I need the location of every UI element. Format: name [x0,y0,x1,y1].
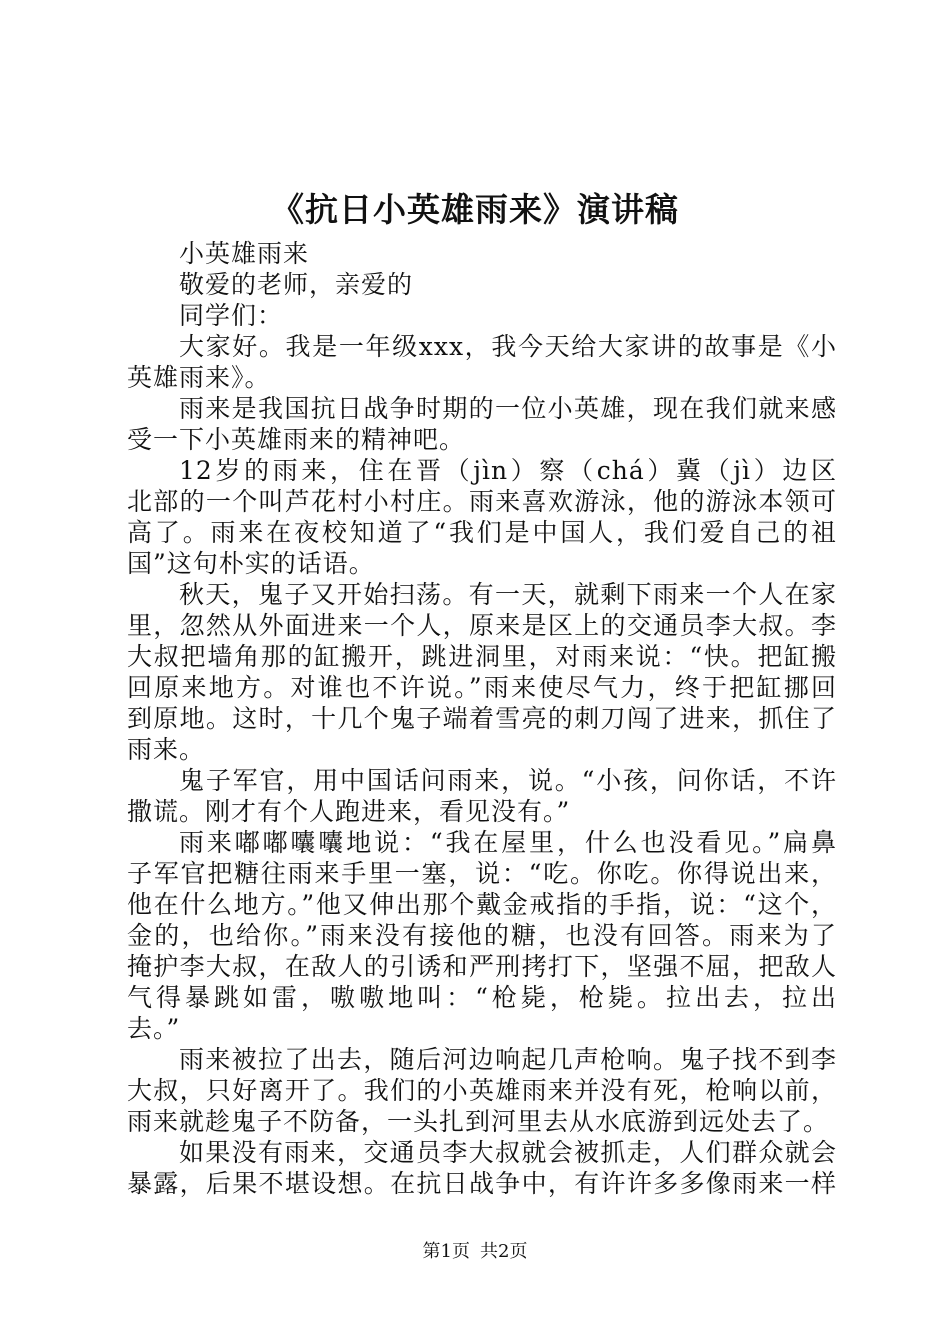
text-line: 去。” [127,1014,181,1043]
text-line: 敬爱的老师，亲爱的 [179,270,414,299]
page-footer [0,1240,950,1264]
text-line: 大家好。我是一年级xxx，我今天给大家讲的故事是《小 [179,332,837,361]
text-line: 大叔，只好离开了。我们的小英雄雨来并没有死，枪响以前， [127,1076,837,1105]
text-line: 雨来。 [127,735,206,764]
page-number: 第1页 [422,1241,470,1262]
text-line: 到原地。这时，十几个鬼子端着雪亮的刺刀闯了进来，抓住了 [127,704,837,733]
text-line: 金的，也给你。”雨来没有接他的糖，也没有回答。雨来为了 [127,921,837,950]
text-line: 子军官把糖往雨来手里一塞，说：“吃。你吃。你得说出来， [127,859,837,888]
text-line: 国”这句朴实的话语。 [127,549,375,578]
text-line: 大叔把墙角那的缸搬开，跳进洞里，对雨来说：“快。把缸搬 [127,642,837,671]
text-line: 雨来嘟嘟囔囔地说：“我在屋里，什么也没看见。”扁鼻 [179,828,837,857]
text-line: 高了。雨来在夜校知道了“我们是中国人，我们爱自己的祖 [127,518,837,547]
text-line: 雨来就趁鬼子不防备，一头扎到河里去从水底游到远处去了。 [127,1107,830,1136]
text-line: 撒谎。刚才有个人跑进来，看见没有。” [127,797,571,826]
document-body [127,238,837,1199]
text-line: 雨来是我国抗日战争时期的一位小英雄，现在我们就来感 [179,394,837,423]
text-line: 暴露，后果不堪设想。在抗日战争中，有许许多多像雨来一样 [127,1169,837,1198]
text-line: 英雄雨来》。 [127,363,271,392]
text-line: 小英雄雨来 [179,239,310,268]
document-title: 《抗日小英雄雨来》演讲稿 [271,190,679,229]
text-line: 掩护李大叔，在敌人的引诱和严刑拷打下，坚强不屈，把敌人 [127,952,837,981]
text-line: 12岁的雨来，住在晋（jìn）察（chá）冀（jì）边区 [179,456,837,485]
text-line: 气得暴跳如雷，嗷嗷地叫：“枪毙，枪毙。拉出去，拉出 [127,983,837,1012]
text-line: 如果没有雨来，交通员李大叔就会被抓走，人们群众就会 [179,1138,837,1167]
text-line: 受一下小英雄雨来的精神吧。 [127,425,466,454]
text-line: 秋天，鬼子又开始扫荡。有一天，就剩下雨来一个人在家 [179,580,837,609]
text-line: 里，忽然从外面进来一个人，原来是区上的交通员李大叔。李 [127,611,837,640]
page-total: 共2页 [480,1241,528,1262]
text-line: 同学们： [179,301,284,330]
text-line: 鬼子军官，用中国话问雨来，说。“小孩，问你话，不许 [179,766,837,795]
text-line: 北部的一个叫芦花村小村庄。雨来喜欢游泳，他的游泳本领可 [127,487,837,516]
text-line: 回原来地方。对谁也不许说。”雨来使尽气力，终于把缸挪回 [127,673,837,702]
text-line: 他在什么地方。”他又伸出那个戴金戒指的手指，说：“这个， [127,890,837,919]
text-line: 雨来被拉了出去，随后河边响起几声枪响。鬼子找不到李 [179,1045,837,1074]
